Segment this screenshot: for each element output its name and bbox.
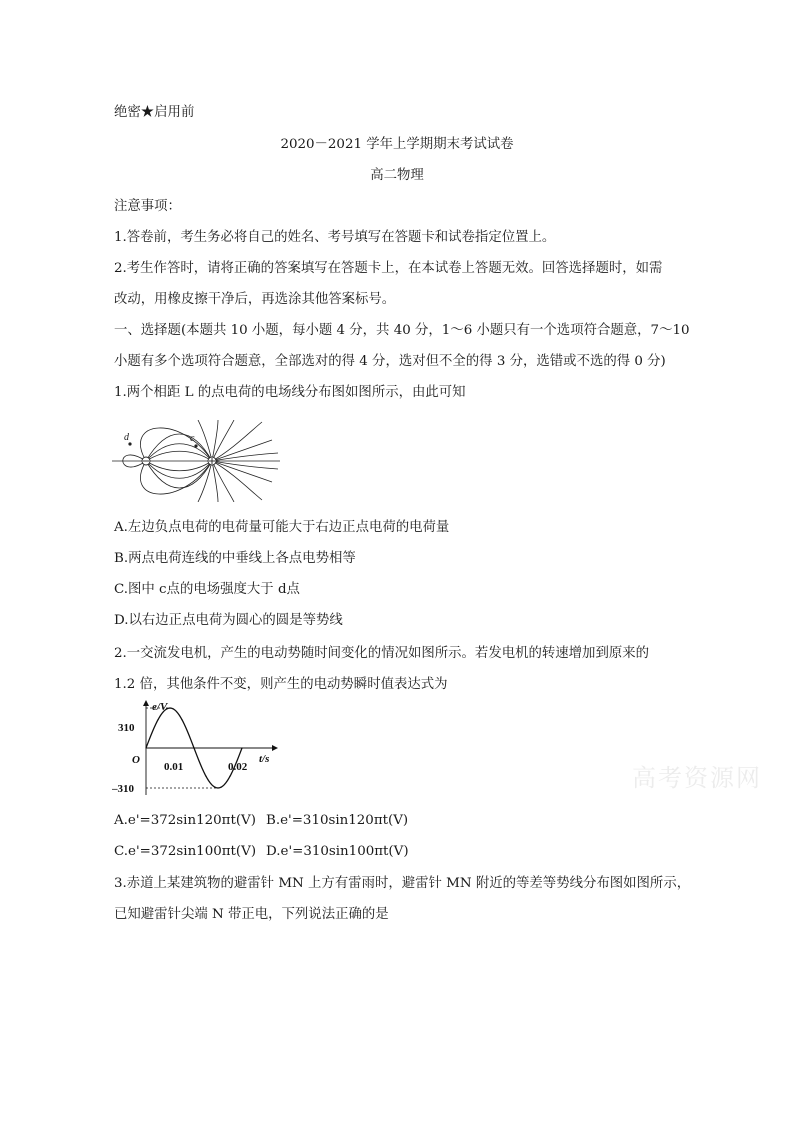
q2-option-c: C.e'=372sin100πt(V) [114, 844, 257, 859]
emf-data-point [181, 719, 182, 720]
question-2-stem-line-2: 1.2 倍，其他条件不变，则产生的电动势瞬时值表达式为 [114, 677, 448, 692]
emf-data-point [193, 747, 194, 748]
point-d-label: d [124, 432, 129, 443]
notes-item-2-line-2: 改动，用橡皮擦干净后，再选涂其他答案标号。 [114, 292, 396, 307]
origin-label: O [132, 754, 140, 766]
electric-field-lines-figure [112, 420, 280, 502]
y-tick-positive: 310 [118, 722, 135, 734]
emf-data-point [145, 747, 146, 748]
question-2-stem-line-1: 2.一交流发电机，产生的电动势随时间变化的情况如图所示。若发电机的转速增加到原来的 [114, 646, 650, 661]
exam-title: 2020－2021 学年上学期期末考试试卷 [280, 137, 514, 152]
q1-option-d: D.以右边正点电荷为圆心的圆是等势线 [114, 613, 343, 628]
point-c-label: c [190, 433, 195, 444]
notes-item-2-line-1: 2.考生作答时，请将正确的答案填写在答题卡上，在本试卷上答题无效。回答选择题时，如需 [114, 261, 663, 276]
x-tick-0-02: 0.02 [228, 761, 248, 773]
emf-data-point [157, 719, 158, 720]
q1-option-b: B.两点电荷连线的中垂线上各点电势相等 [114, 551, 356, 566]
q2-option-a: A.e'=372sin120πt(V) [114, 813, 256, 828]
x-tick-0-01: 0.01 [164, 761, 184, 773]
section-1-instructions-line-2: 小题有多个选项符合题意，全部选对的得 4 分，选对但不全的得 3 分，选错或不选的得 0 分) [114, 354, 666, 369]
question-1-stem: 1.两个相距 L 的点电荷的电场线分布图如图所示，由此可知 [114, 385, 466, 400]
watermark: 高考资源网 [632, 764, 762, 792]
q1-option-a: A.左边负点电荷的电荷量可能大于右边正点电荷的电荷量 [114, 520, 450, 535]
q1-option-c: C.图中 c点的电场强度大于 d点 [114, 582, 300, 597]
y-axis-label: e/V [152, 701, 168, 713]
emf-time-chart [112, 700, 282, 800]
confidential-mark: 绝密★启用前 [114, 105, 195, 120]
x-axis-label: t/s [259, 753, 270, 765]
notes-heading: 注意事项： [114, 199, 181, 214]
q2-option-b: B.e'=310sin120πt(V) [266, 813, 409, 828]
section-1-instructions-line-1: 一、选择题(本题共 10 小题，每小题 4 分，共 40 分，1～6 小题只有一个选项符合题意，7～10 [114, 323, 690, 338]
emf-data-point [229, 776, 230, 777]
question-3-stem-line-1: 3.赤道上某建筑物的避雷针 MN 上方有雷雨时，避雷针 MN 附近的等差等势线分布图如图所示， [114, 876, 691, 891]
y-tick-negative: –310 [112, 783, 134, 795]
notes-item-1: 1.答卷前，考生务必将自己的姓名、考号填写在答题卡和试卷指定位置上。 [114, 230, 556, 245]
question-3-stem-line-2: 已知避雷针尖端 N 带正电，下列说法正确的是 [114, 907, 389, 922]
q2-option-d: D.e'=310sin100πt(V) [266, 844, 409, 859]
emf-data-point [205, 776, 206, 777]
subject-title: 高二物理 [370, 168, 424, 183]
